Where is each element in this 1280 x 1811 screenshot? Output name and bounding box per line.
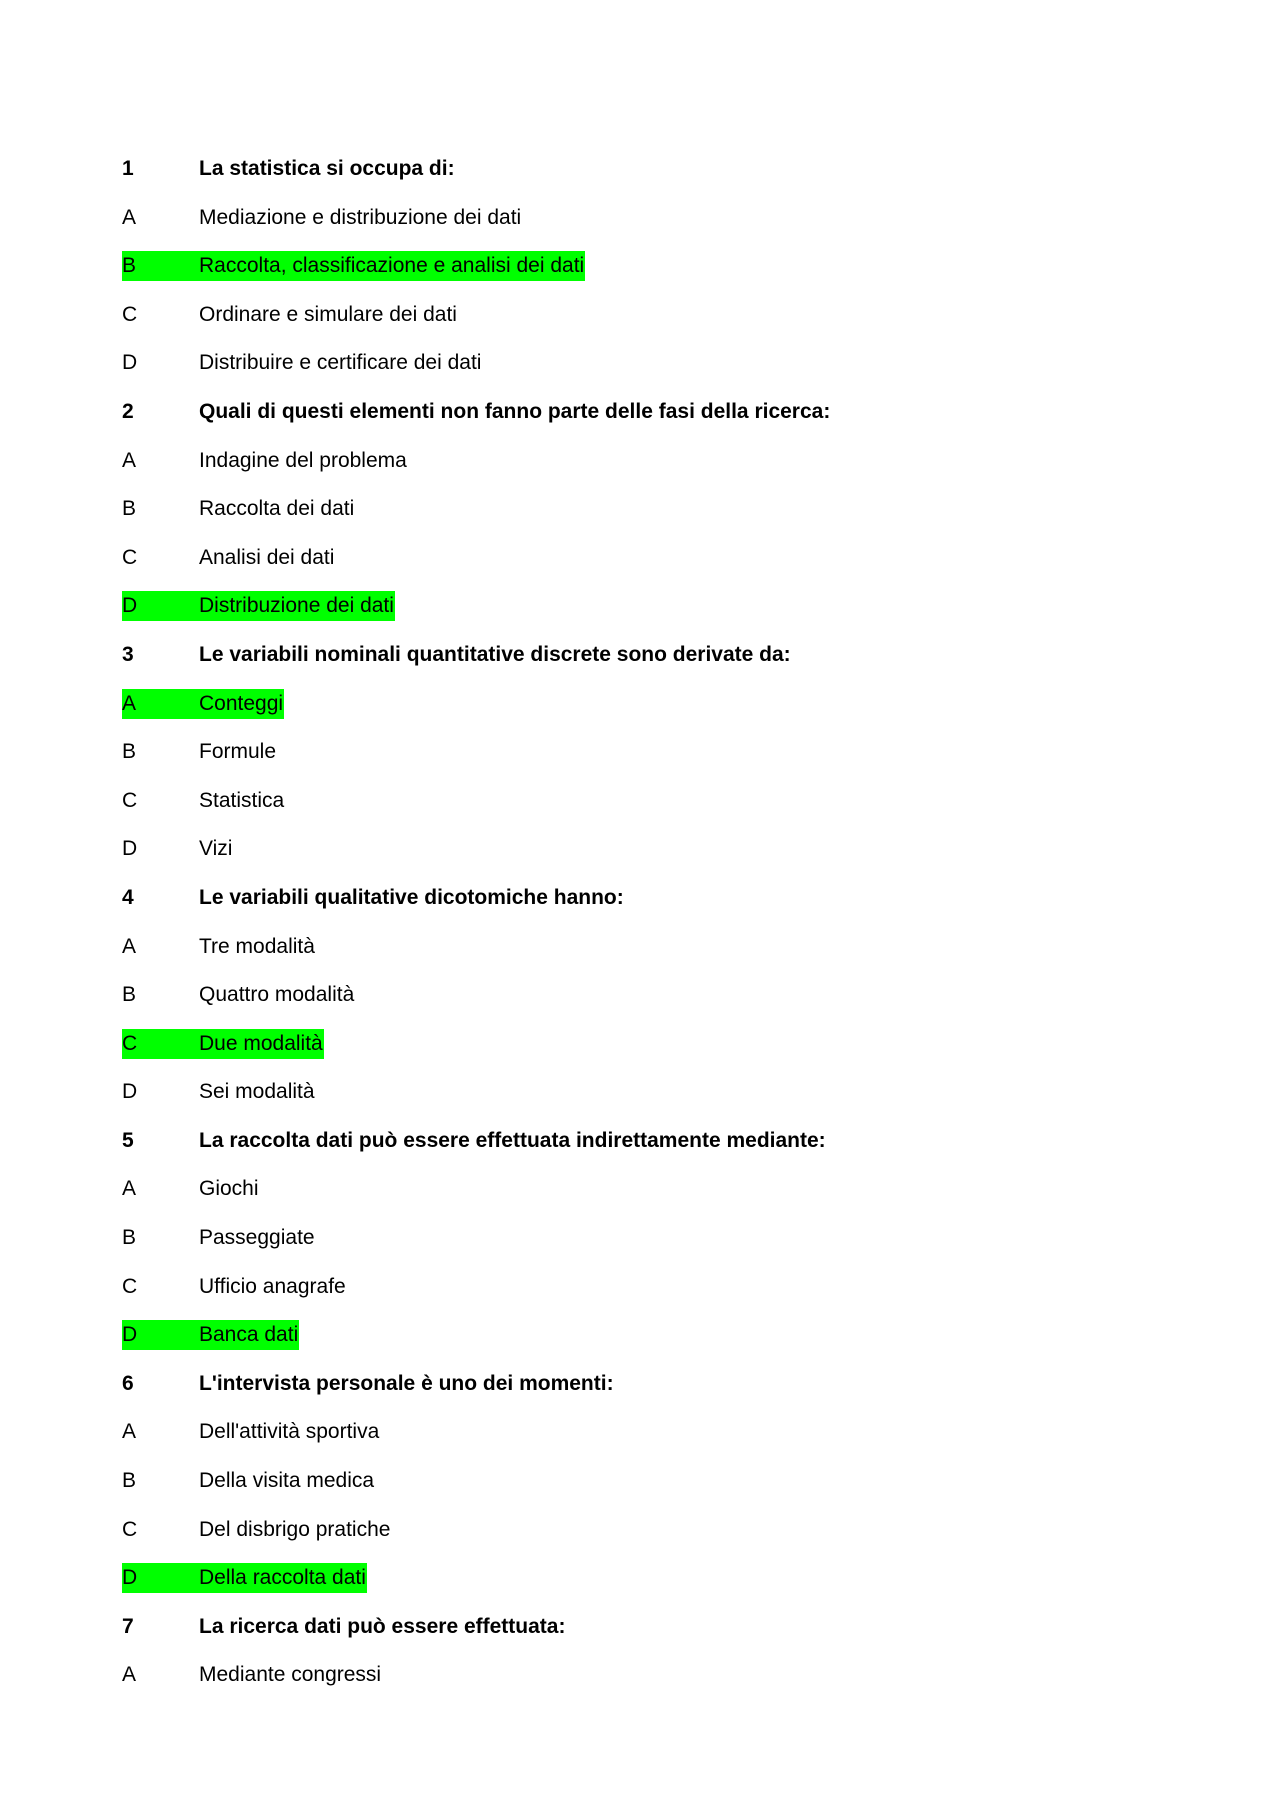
option-row [122, 786, 1122, 835]
option-letter: C [122, 302, 138, 326]
correct-answer-highlight [122, 1320, 299, 1350]
option-letter: A [122, 934, 137, 958]
option-row-correct [122, 591, 1122, 640]
question-number: 6 [122, 1371, 134, 1395]
option-text: Distribuzione dei dati [199, 594, 394, 618]
option-letter: A [122, 1663, 137, 1687]
option-text: Del disbrigo pratiche [199, 1517, 391, 1541]
option-text: Giochi [199, 1177, 259, 1201]
option-row-correct [122, 1320, 1122, 1369]
option-text: Ufficio anagrafe [199, 1274, 346, 1298]
option-row [122, 1515, 1122, 1564]
option-row-correct [122, 1563, 1122, 1612]
question-row [122, 640, 1122, 689]
option-letter: A [122, 1177, 137, 1201]
option-row [122, 1272, 1122, 1321]
option-text: Vizi [199, 837, 233, 861]
option-row-correct [122, 1029, 1122, 1078]
option-row [122, 932, 1122, 981]
correct-answer-highlight [122, 1029, 324, 1059]
option-row [122, 1223, 1122, 1272]
question-text: La statistica si occupa di: [199, 157, 455, 180]
option-row [122, 1417, 1122, 1466]
question-text: Le variabili qualitative dicotomiche hanno: [199, 885, 624, 909]
option-row [122, 737, 1122, 786]
option-letter: D [122, 1566, 138, 1590]
option-text: Dell'attività sportiva [199, 1420, 380, 1444]
quiz-list [122, 154, 1122, 1709]
correct-answer-highlight [122, 1563, 367, 1593]
option-letter: D [122, 837, 138, 861]
question-row [122, 1369, 1122, 1418]
option-row [122, 348, 1122, 397]
option-letter: C [122, 545, 138, 569]
correct-answer-highlight [122, 591, 395, 621]
option-text: Statistica [199, 788, 285, 812]
option-row [122, 203, 1122, 252]
option-text: Conteggi [199, 691, 284, 715]
option-row-correct [122, 251, 1122, 300]
option-text: Quattro modalità [199, 983, 355, 1007]
question-text: Quali di questi elementi non fanno parte delle fasi della ricerca: [199, 399, 831, 423]
option-letter: D [122, 1080, 138, 1104]
option-row-correct [122, 689, 1122, 738]
question-number: 2 [122, 399, 134, 423]
option-row [122, 834, 1122, 883]
question-number: 3 [122, 642, 134, 666]
question-text: La raccolta dati può essere effettuata indirettamente mediante: [199, 1128, 826, 1152]
option-row [122, 1466, 1122, 1515]
option-row [122, 300, 1122, 349]
option-text: Indagine del problema [199, 448, 407, 472]
option-text: Banca dati [199, 1323, 299, 1347]
option-letter: B [122, 740, 137, 764]
correct-answer-highlight [122, 251, 585, 281]
option-letter: B [122, 497, 137, 521]
option-letter: D [122, 1323, 138, 1347]
option-letter: C [122, 1274, 138, 1298]
option-letter: B [122, 1469, 137, 1493]
question-text: La ricerca dati può essere effettuata: [199, 1614, 566, 1638]
question-row [122, 154, 1122, 203]
option-text: Due modalità [199, 1031, 323, 1055]
option-row [122, 1077, 1122, 1126]
question-text: Le variabili nominali quantitative discrete sono derivate da: [199, 642, 791, 666]
option-letter: C [122, 1517, 138, 1541]
option-row [122, 1174, 1122, 1223]
option-letter: C [122, 788, 138, 812]
option-text: Tre modalità [199, 934, 315, 958]
option-letter: D [122, 351, 138, 375]
option-text: Passeggiate [199, 1226, 315, 1250]
option-text: Mediante congressi [199, 1663, 382, 1687]
option-letter: B [122, 1226, 137, 1250]
option-text: Mediazione e distribuzione dei dati [199, 205, 522, 229]
question-number: 7 [122, 1614, 134, 1638]
option-letter: A [122, 205, 137, 229]
option-text: Ordinare e simulare dei dati [199, 302, 457, 326]
question-number: 5 [122, 1128, 134, 1152]
option-letter: A [122, 691, 137, 715]
option-letter: A [122, 448, 137, 472]
option-text: Analisi dei dati [199, 545, 335, 569]
option-row [122, 494, 1122, 543]
question-row [122, 1126, 1122, 1175]
option-row [122, 543, 1122, 592]
option-text: Distribuire e certificare dei dati [199, 351, 482, 375]
question-text: L'intervista personale è uno dei momenti: [199, 1371, 614, 1395]
option-letter: B [122, 983, 137, 1007]
option-row [122, 1660, 1122, 1709]
option-letter: D [122, 594, 138, 618]
option-text: Della raccolta dati [199, 1566, 366, 1590]
option-letter: A [122, 1420, 137, 1444]
option-row [122, 446, 1122, 495]
question-row [122, 883, 1122, 932]
question-number: 4 [122, 885, 134, 909]
option-text: Formule [199, 740, 277, 764]
option-text: Raccolta dei dati [199, 497, 355, 521]
question-row [122, 397, 1122, 446]
correct-answer-highlight [122, 689, 284, 719]
option-letter: B [122, 254, 137, 278]
option-letter: C [122, 1031, 138, 1055]
option-text: Della visita medica [199, 1469, 375, 1493]
question-row [122, 1612, 1122, 1661]
option-row [122, 980, 1122, 1029]
option-text: Raccolta, classificazione e analisi dei dati [199, 254, 585, 278]
question-number: 1 [122, 157, 134, 180]
option-text: Sei modalità [199, 1080, 315, 1104]
